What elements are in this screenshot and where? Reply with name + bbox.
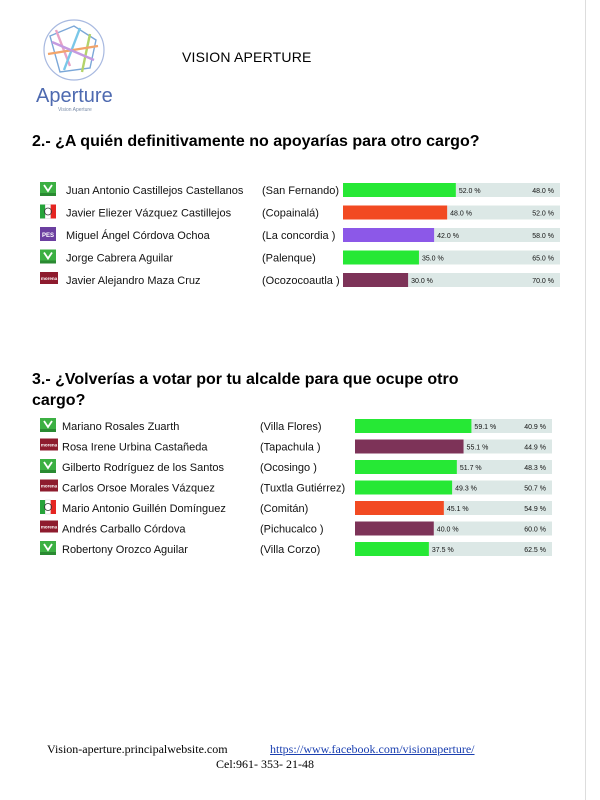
chart3-row4-municipality: (Tuxtla Gutiérrez) [260,482,346,495]
chart2-row2-rest-label: 52.0 % [532,210,554,218]
chart3-row1-party-icon-band [40,429,56,432]
chart3-row3-bar-value [355,460,457,474]
chart3-row6-party-icon [40,521,58,533]
chart3-row1-candidate-name: Mariano Rosales Zuarth [62,421,180,433]
chart3-row2-bar-value [355,440,464,454]
question-3-title: 3.- ¿Volverías a votar por tu alcalde para que ocupe otro cargo? [32,371,459,409]
chart2-row2-municipality: (Copainalá) [262,207,319,220]
chart3-row2-municipality: (Tapachula ) [260,441,321,454]
chart2-row4-bar-value [343,251,419,265]
chart3-row7-party-icon-band [40,552,56,555]
chart3-row7-party-icon [40,541,56,555]
chart2-row3-rest-label: 58.0 % [532,233,554,240]
chart3-row5-candidate-name: Mario Antonio Guillén Domínguez [62,503,226,515]
chart2-row4-rest-label: 65.0 % [532,255,554,263]
chart3-row2-rest-label: 44.9 % [524,444,546,452]
chart3-row7-candidate-name: Robertony Orozco Aguilar [62,544,188,556]
chart3-row1-rest-label: 40.9 % [524,424,546,431]
chart3-row1-value-label: 59.1 % [474,424,497,431]
chart3-row4-party-icon-text: morena [40,483,58,489]
footer-phone: Cel:961- 353- 21-48 [216,757,314,771]
chart3-row3-municipality: (Ocosingo ) [260,462,317,474]
chart3-row4-bar-value [355,481,452,495]
chart3-row5-municipality: (Comitán) [260,503,309,515]
chart2-row2-bar-value [343,206,447,220]
chart2-row5-municipality: (Ocozocoautla ) [262,275,340,287]
chart2-row5-rest-label: 70.0 % [532,278,554,285]
chart2-row3-municipality: (La concordia ) [262,230,336,242]
chart3-row6-rest-label: 60.0 % [524,526,546,534]
chart3-row2-candidate-name: Rosa Irene Urbina Castañeda [62,441,208,454]
chart2-row3-party-icon [40,227,56,241]
chart2-row3-value-label: 42.0 % [437,233,459,240]
chart2-row2-candidate-name: Javier Eliezer Vázquez Castillejos [66,207,232,220]
chart3-row7-municipality: (Villa Corzo) [260,544,321,556]
chart3-row3-party-icon [40,459,56,473]
chart2-row4-party-icon-band [40,261,56,264]
chart2-row1-value-label: 52.0 % [458,188,481,195]
chart2-row4-candidate-name: Jorge Cabrera Aguilar [66,252,174,265]
chart2-row1-candidate-name: Juan Antonio Castillejos Castellanos [66,185,244,197]
chart2-row1-rest-label: 48.0 % [532,188,554,195]
chart2-row5-party-icon [40,272,58,284]
chart2-row2-party-icon [40,205,56,219]
logo-word: Aperture [36,85,113,107]
chart2-row4-value-label: 35.0 % [421,255,444,263]
chart2-row5-candidate-name: Javier Alejandro Maza Cruz [66,275,201,287]
chart3-row7-rest-label: 62.5 % [524,547,546,554]
footer-facebook-link[interactable]: https://www.facebook.com/visionaperture/ [270,742,475,756]
chart2-row1-party-icon [40,182,56,196]
chart2-row3-bar-value [343,228,434,242]
chart3-row4-party-icon [40,480,58,492]
chart3-row5-rest-label: 54.9 % [524,506,546,513]
chart2-row5-party-icon-text: morena [40,276,58,281]
chart2-row4-party-icon [40,250,56,264]
chart2-row3-party-icon-text: PES [41,233,55,239]
logo-subtitle: Vision Aperture [58,107,92,113]
chart3-row2-party-icon-text: morena [40,442,58,448]
chart3-row6-candidate-name: Andrés Carballo Córdova [62,523,186,536]
footer-website: Vision-aperture.principalwebsite.com [47,742,228,756]
chart3-row2-party-icon [40,439,58,451]
chart3-row5-value-label: 45.1 % [446,506,469,513]
chart3-row1-bar-value [355,419,471,433]
question-2-title: 2.- ¿A quién definitivamente no apoyarías para otro cargo? [32,133,480,150]
chart3-row6-bar-value [355,522,434,536]
chart3-row7-bar-value [355,542,429,556]
chart3-row4-candidate-name: Carlos Orsoe Morales Vázquez [62,482,215,495]
chart2-row5-value-label: 30.0 % [411,278,433,285]
chart3-row3-party-icon-band [40,470,56,473]
chart2-row5-bar-value [343,273,408,287]
chart2-row2-party-icon-white [45,205,50,219]
chart2-row3-candidate-name: Miguel Ángel Córdova Ochoa [66,230,210,242]
chart3-row1-party-icon [40,418,56,432]
chart2-row1-party-icon-band [40,193,56,196]
chart2-row2-value-label: 48.0 % [450,210,472,218]
chart3-row5-party-icon-white [45,500,50,514]
chart3-row1-municipality: (Villa Flores) [260,421,322,433]
chart2-row1-bar-value [343,183,456,197]
chart3-row7-value-label: 37.5 % [431,547,454,554]
chart3-row6-municipality: (Pichucalco ) [260,523,324,536]
chart2-row4-municipality: (Palenque) [262,252,316,265]
chart3-row5-bar-value [355,501,444,515]
chart3-row3-candidate-name: Gilberto Rodríguez de los Santos [62,462,225,474]
chart3-row4-rest-label: 50.7 % [524,485,546,493]
chart3-row6-value-label: 40.0 % [436,526,459,534]
chart3-row2-value-label: 55.1 % [466,444,489,452]
chart3-row4-value-label: 49.3 % [455,485,477,493]
chart2-row1-municipality: (San Fernando) [262,185,340,197]
chart3-row3-value-label: 51.7 % [459,465,482,472]
chart3-row5-party-icon [40,500,56,514]
brand-title: VISION APERTURE [182,49,312,65]
chart3-row6-party-icon-text: morena [40,524,58,530]
chart3-row3-rest-label: 48.3 % [524,465,546,472]
